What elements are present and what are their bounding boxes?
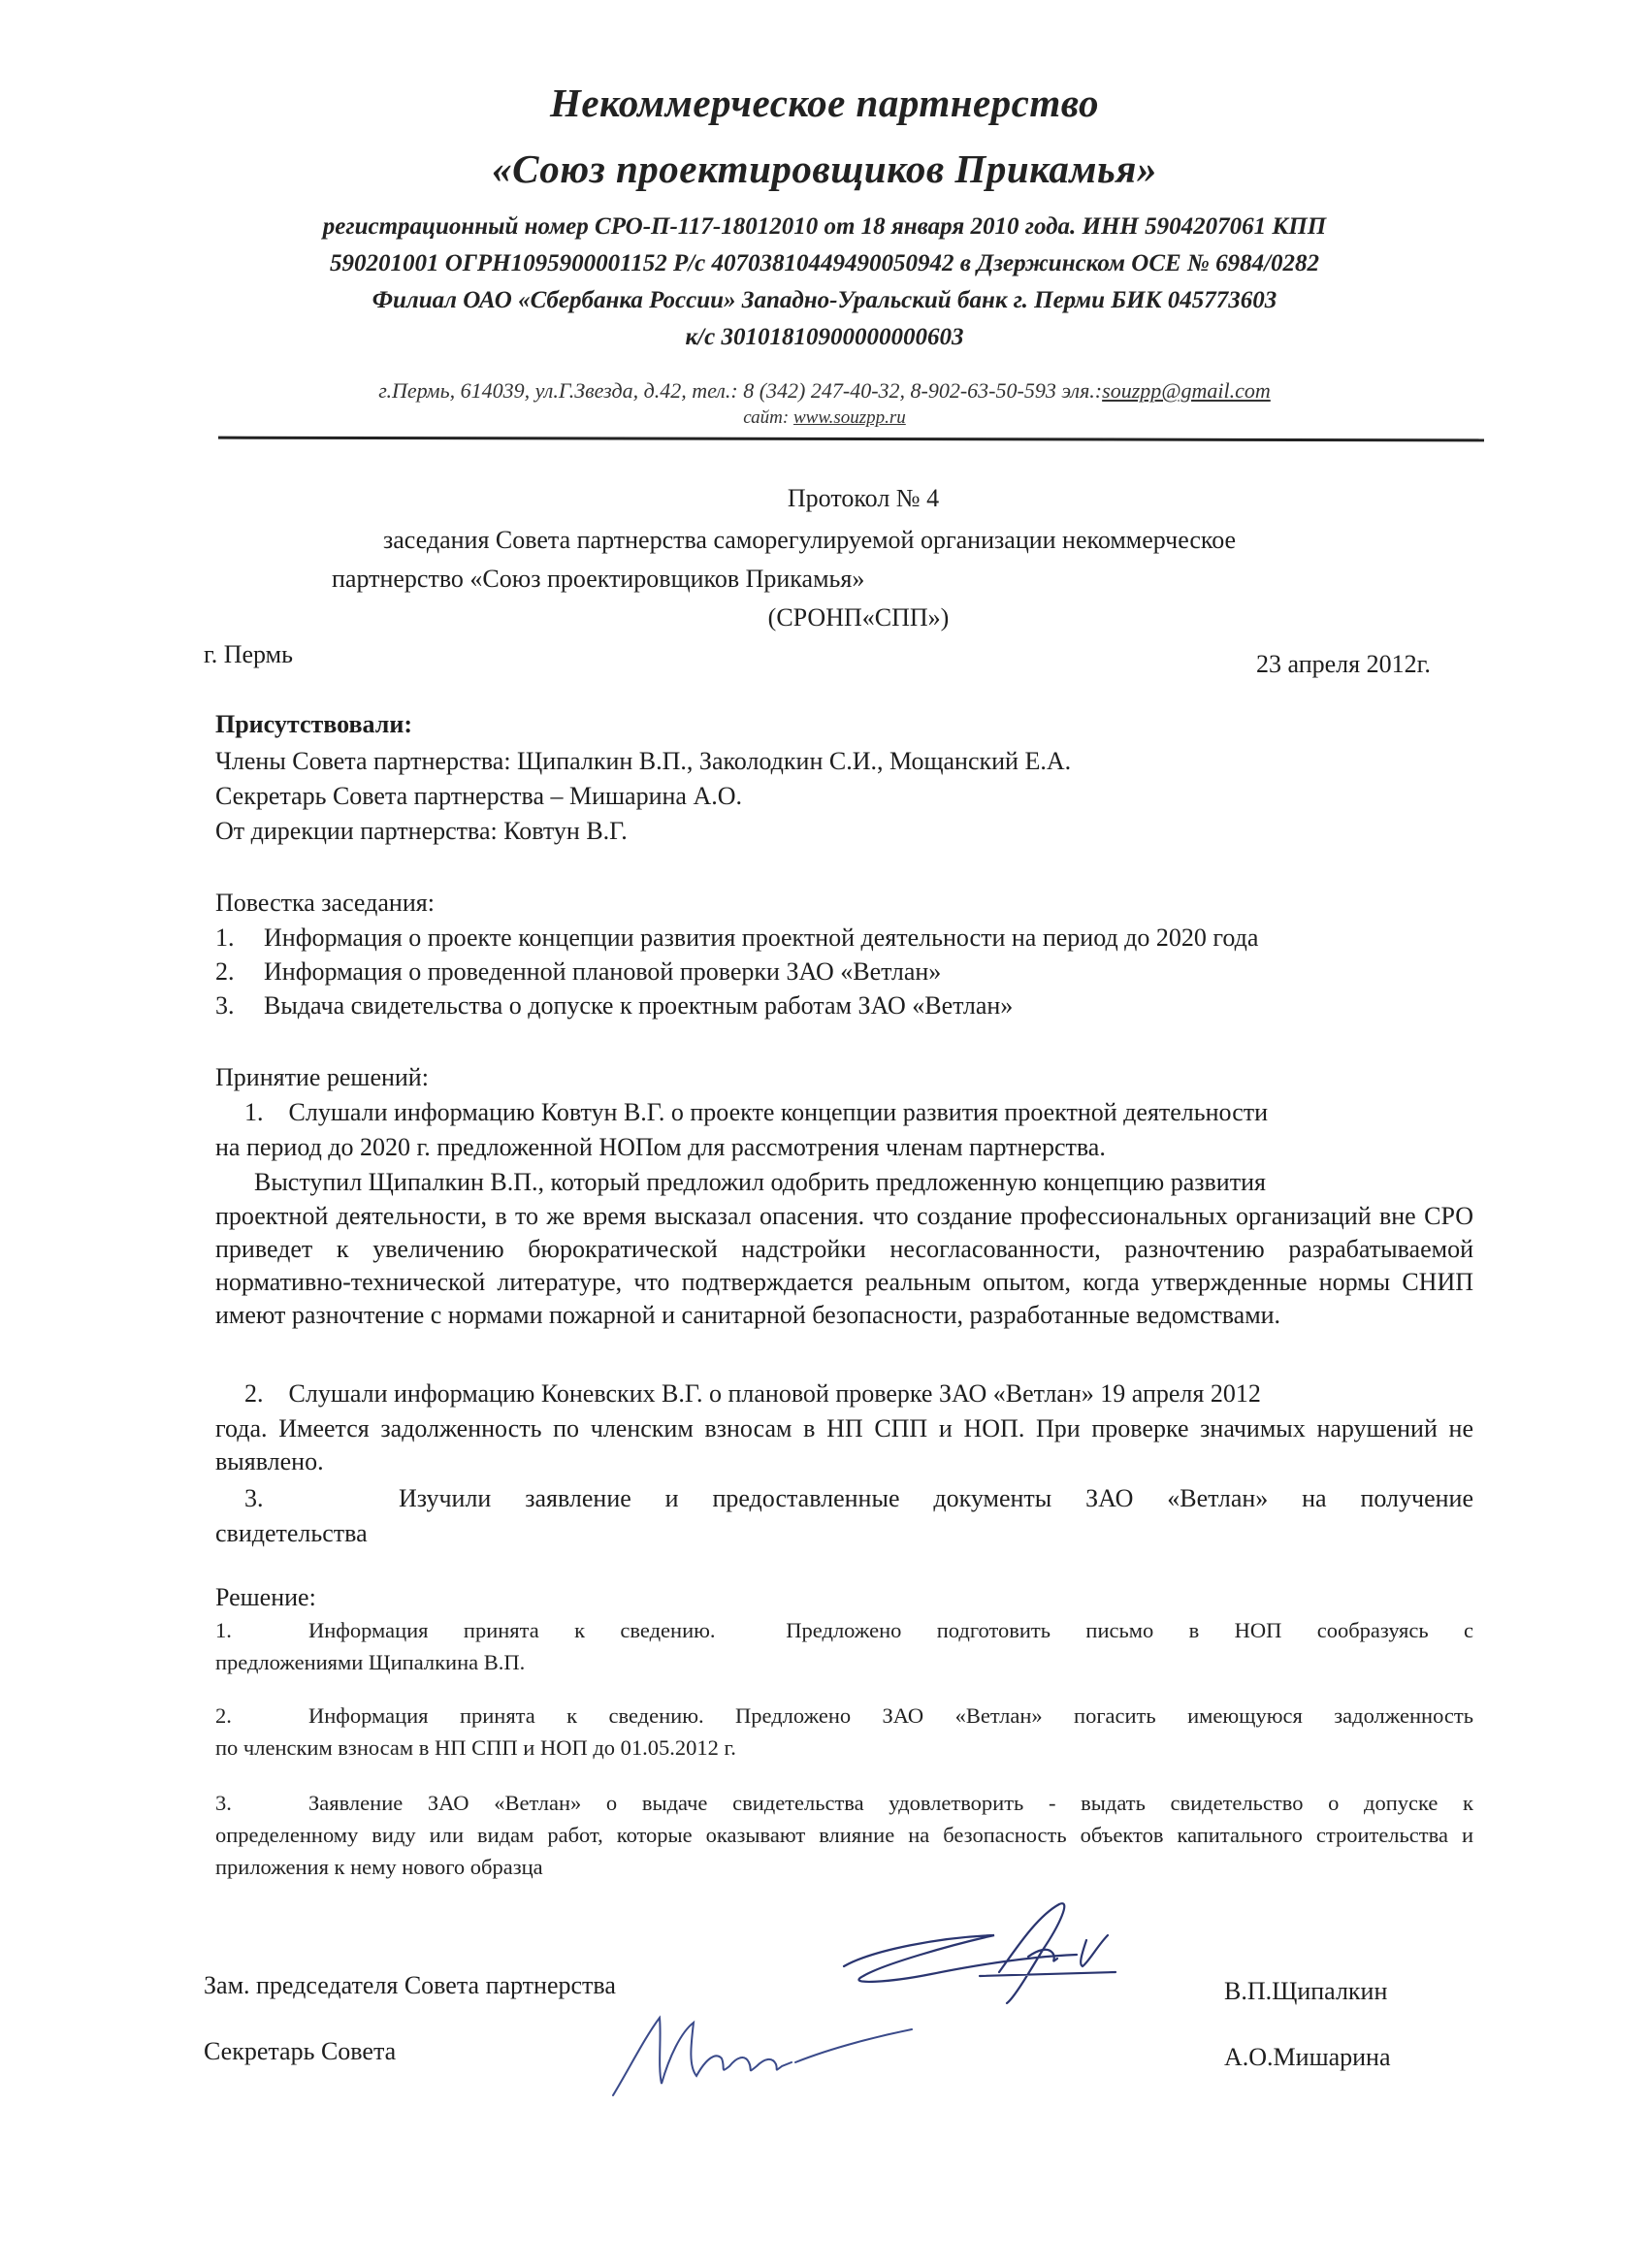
attendance-line: Секретарь Совета партнерства – Мишарина А.О.	[215, 782, 742, 810]
decision-1-line-2: на период до 2020 г. предложенной НОПом для рассмотрения членам партнерства.	[215, 1133, 1106, 1161]
protocol-date: 23 апреля 2012г.	[1256, 650, 1431, 678]
signature-name: В.П.Щипалкин	[1224, 1977, 1388, 2005]
decision-2-body: проектной деятельности, в то же время высказал опасения. что создание профессиональных организаций вне СРО приведет к увеличению бюрократической надстройки несогласованности, разночтению разрабатываемой нормативно-технической литературе, что подтверждается реальным опытом, когда утвержденные нормы СНИП имеют разночтение с нормами пожарной и санитарной безопасности, разработанные ведомствами.	[215, 1202, 1473, 1329]
site-label: сайт:	[743, 407, 793, 428]
letterhead-reg-line-4: к/с 30101810900000000603	[685, 324, 964, 350]
protocol-subtitle-1: заседания Совета партнерства саморегулируемой организации некоммерческое	[383, 526, 1237, 554]
agenda-item-text: Информация о проекте концепции развития проектной деятельности на период до 2020 года	[264, 923, 1259, 952]
handwritten-signature-icon	[601, 1998, 922, 2105]
resolution-item	[215, 1700, 1473, 1764]
resolution-item-first-line: Информация принята к сведению. Предложено подготовить письмо в НОП сообразуясь с	[308, 1618, 1473, 1642]
resolution-item	[215, 1614, 1473, 1678]
letterhead-org-type: Некоммерческое партнерство	[549, 81, 1100, 125]
resolution-item-first-line: Информация принята к сведению. Предложено ЗАО «Ветлан» погасить имеющуюся задолженность	[308, 1703, 1473, 1728]
agenda-item-text: Информация о проведенной плановой проверки ЗАО «Ветлан»	[264, 957, 942, 986]
letterhead-org-name: «Союз проектировщиков Прикамья»	[492, 146, 1157, 191]
attendance-line: От дирекции партнерства: Ковтун В.Г.	[215, 817, 628, 845]
letterhead-address	[0, 378, 1649, 404]
protocol-city: г. Пермь	[204, 640, 293, 668]
letterhead-divider	[218, 437, 1484, 442]
protocol-title: Протокол № 4	[787, 484, 940, 512]
protocol-subtitle-2: партнерство «Союз проектировщиков Прикамья»	[332, 565, 865, 593]
letterhead-reg-line-2: 590201001 ОГРН1095900001152 Р/с 40703810449490050942 в Дзержинском ОСЕ № 6984/0282	[329, 250, 1320, 276]
agenda-item	[215, 922, 1258, 955]
resolution-item-first-line: Заявление ЗАО «Ветлан» о выдаче свидетельства удовлетворить - выдать свидетельство о допуске к	[308, 1791, 1473, 1815]
decision-4-line-1: 3. Изучили заявление и предоставленные документы ЗАО «Ветлан» на получение	[244, 1484, 1473, 1512]
letterhead-site	[0, 407, 1649, 429]
protocol-abbr: (СРОНП«СПП»)	[767, 603, 950, 632]
decision-2-line-1: Выступил Щипалкин В.П., который предложил одобрить предложенную концепцию развития	[254, 1168, 1266, 1196]
agenda-item	[215, 956, 941, 988]
signature-role: Секретарь Совета	[204, 2037, 397, 2065]
decision-3-body: года. Имеется задолженность по членским взносам в НП СПП и НОП. При проверке значимых нарушений не выявлено.	[215, 1414, 1473, 1475]
agenda-item-number: 1.	[215, 923, 235, 952]
agenda-item-text: Выдача свидетельства о допуске к проектным работам ЗАО «Ветлан»	[264, 991, 1014, 1020]
attendance-heading: Присутствовали:	[215, 710, 412, 738]
resolution-item-rest: определенному виду или видам работ, которые оказывают влияние на безопасность объектов капитального строительства и приложения к нему нового образца	[215, 1823, 1473, 1879]
resolution-item-rest: предложениями Щипалкина В.П.	[215, 1650, 526, 1674]
resolution-item-number: 3.	[215, 1791, 232, 1815]
agenda-heading: Повестка заседания:	[215, 889, 435, 917]
decision-1-line-1: 1. Слушали информацию Ковтун В.Г. о проекте концепции развития проектной деятельности	[244, 1098, 1269, 1126]
decision-3-line-1: 2. Слушали информацию Коневских В.Г. о плановой проверке ЗАО «Ветлан» 19 апреля 2012	[244, 1379, 1261, 1408]
resolution-heading: Решение:	[215, 1583, 316, 1611]
resolution-item-number: 2.	[215, 1703, 232, 1728]
letterhead-reg-line-1: регистрационный номер СРО-П-117-18012010 от 18 января 2010 года. ИНН 5904207061 КПП	[322, 213, 1327, 240]
resolution-item-rest: по членским взносам в НП СПП и НОП до 01.05.2012 г.	[215, 1735, 736, 1760]
agenda-item-number: 3.	[215, 991, 235, 1020]
resolution-item	[215, 1787, 1473, 1883]
resolution-item-number: 1.	[215, 1618, 232, 1642]
signature-role: Зам. председателя Совета партнерства	[204, 1971, 616, 1999]
decision-4-body: свидетельства	[215, 1519, 368, 1547]
handwritten-signature-icon	[834, 1896, 1154, 2013]
site-link[interactable]: www.souzpp.ru	[792, 407, 906, 428]
agenda-item-number: 2.	[215, 957, 235, 986]
decisions-heading: Принятие решений:	[215, 1063, 429, 1091]
attendance-line: Члены Совета партнерства: Щипалкин В.П., Заколодкин С.И., Мощанский Е.А.	[215, 747, 1072, 775]
address-text: г.Пермь, 614039, ул.Г.Звезда, д.42, тел.: 8 (342) 247-40-32, 8-902-63-50-593 эля.:	[378, 378, 1103, 403]
email-link[interactable]: souzpp@gmail.com	[1102, 378, 1271, 403]
letterhead-reg-line-3: Филиал ОАО «Сбербанка России» Западно-Уральский банк г. Перми БИК 045773603	[372, 287, 1277, 313]
signature-name: А.О.Мишарина	[1224, 2043, 1391, 2071]
agenda-item	[215, 989, 1013, 1022]
